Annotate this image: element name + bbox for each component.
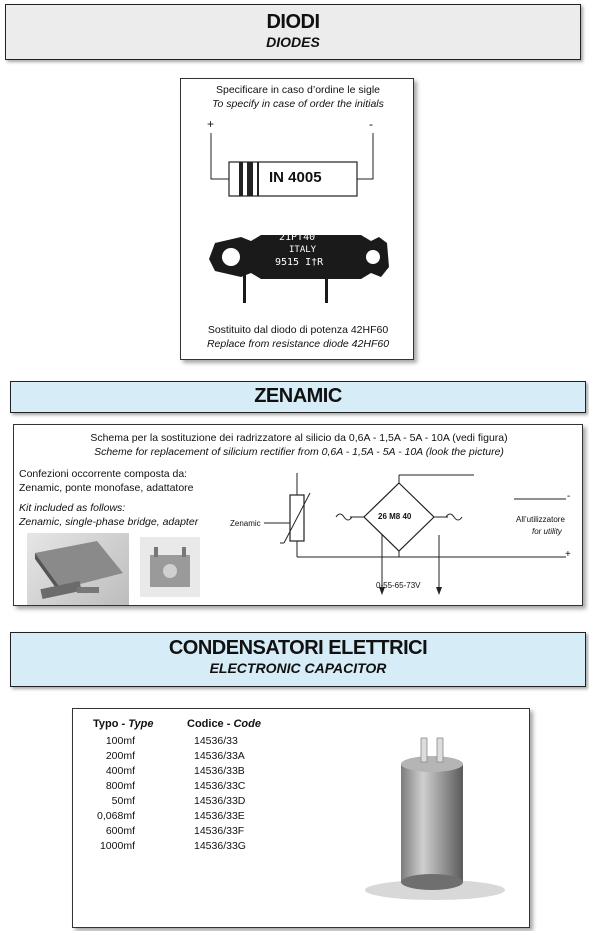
row-type: 100mf bbox=[105, 735, 135, 747]
row-type: 800mf bbox=[105, 780, 135, 792]
table-header-code bbox=[187, 718, 261, 730]
table-row bbox=[73, 765, 303, 780]
col-code-label-en: Code bbox=[233, 718, 261, 730]
col-type-label-en: Type bbox=[128, 718, 154, 730]
module-line-2: ITALY bbox=[289, 245, 317, 255]
bridge-photo bbox=[140, 537, 200, 597]
zenamic-label: Zenamic bbox=[230, 519, 261, 528]
row-type: 200mf bbox=[105, 750, 135, 762]
kit-text-en-2: Zenamic, single-phase bridge, adapter bbox=[19, 516, 199, 528]
kit-text-it-1: Confezioni occorrente composta da: bbox=[19, 468, 188, 480]
condensatori-subtitle: ELECTRONIC CAPACITOR bbox=[209, 660, 387, 676]
table-row bbox=[73, 795, 303, 810]
module-line-1: 21PT40 bbox=[279, 232, 316, 243]
zenamic-header bbox=[10, 381, 586, 413]
zenamic-title: ZENAMIC bbox=[254, 385, 342, 407]
spec-text-it: Specificare in caso d’ordine le sigle bbox=[215, 84, 380, 96]
diodi-subtitle: DIODES bbox=[266, 34, 320, 50]
zenamic-panel bbox=[13, 424, 583, 606]
capacitor-photo bbox=[325, 710, 529, 927]
minus-sign: - bbox=[369, 117, 373, 131]
table-header-type bbox=[93, 718, 154, 730]
capacitor-table bbox=[73, 735, 333, 865]
scheme-text-en: Scheme for replacement of silicium rectifier from 0,6A - 1,5A - 5A - 10A (look the picture) bbox=[94, 446, 504, 458]
row-type: 400mf bbox=[105, 765, 135, 777]
output-plus: + bbox=[565, 549, 571, 560]
row-type: 600mf bbox=[105, 825, 135, 837]
row-code: 14536/33A bbox=[194, 750, 245, 762]
row-code: 14536/33C bbox=[194, 780, 246, 792]
utility-label-en: for utility bbox=[532, 527, 562, 536]
row-code: 14536/33G bbox=[194, 840, 246, 852]
output-minus: - bbox=[567, 491, 571, 502]
diode-label: IN 4005 bbox=[269, 169, 322, 186]
row-code: 14536/33B bbox=[194, 765, 245, 777]
bridge-label: 26 M8 40 bbox=[378, 512, 412, 521]
table-row bbox=[73, 825, 303, 840]
replace-text-en: Replace from resistance diode 42HF60 bbox=[206, 338, 390, 350]
kit-text-it-2: Zenamic, ponte monofase, adattatore bbox=[19, 482, 194, 494]
col-code-label: Codice - bbox=[187, 718, 234, 730]
spec-text-en: To specify in case of order the initials bbox=[212, 98, 384, 110]
voltage-label: 0-55-65-73V bbox=[376, 581, 421, 590]
row-code: 14536/33E bbox=[194, 810, 245, 822]
table-row bbox=[73, 840, 303, 855]
plus-sign: + bbox=[207, 117, 215, 131]
col-type-label: Typo - bbox=[93, 718, 129, 730]
condensatori-header bbox=[10, 632, 586, 687]
kit-text-en-1: Kit included as follows: bbox=[19, 502, 126, 514]
kit-photo bbox=[27, 533, 129, 605]
table-row bbox=[73, 750, 303, 765]
diodi-header bbox=[5, 4, 581, 60]
condensatori-title: CONDENSATORI ELETTRICI bbox=[168, 637, 428, 659]
diodi-panel bbox=[180, 78, 414, 360]
scheme-text-it: Schema per la sostituzione dei radrizzatore al silicio da 0,6A - 1,5A - 5A - 10A (vedi figura) bbox=[90, 432, 508, 444]
row-code: 14536/33 bbox=[194, 735, 238, 747]
replace-text-it: Sostituito dal diodo di potenza 42HF60 bbox=[207, 324, 389, 336]
row-type: 50mf bbox=[111, 795, 135, 807]
table-row bbox=[73, 810, 303, 825]
utility-label-it: All’utilizzatore bbox=[516, 515, 565, 524]
table-row bbox=[73, 780, 303, 795]
diodi-title: DIODI bbox=[266, 11, 320, 33]
row-code: 14536/33F bbox=[194, 825, 245, 837]
table-row bbox=[73, 735, 303, 750]
condensatori-panel bbox=[72, 708, 530, 928]
module-line-3: 9515 I†R bbox=[275, 257, 324, 268]
row-type: 0,068mf bbox=[97, 810, 135, 822]
row-code: 14536/33D bbox=[194, 795, 246, 807]
row-type: 1000mf bbox=[99, 840, 135, 852]
